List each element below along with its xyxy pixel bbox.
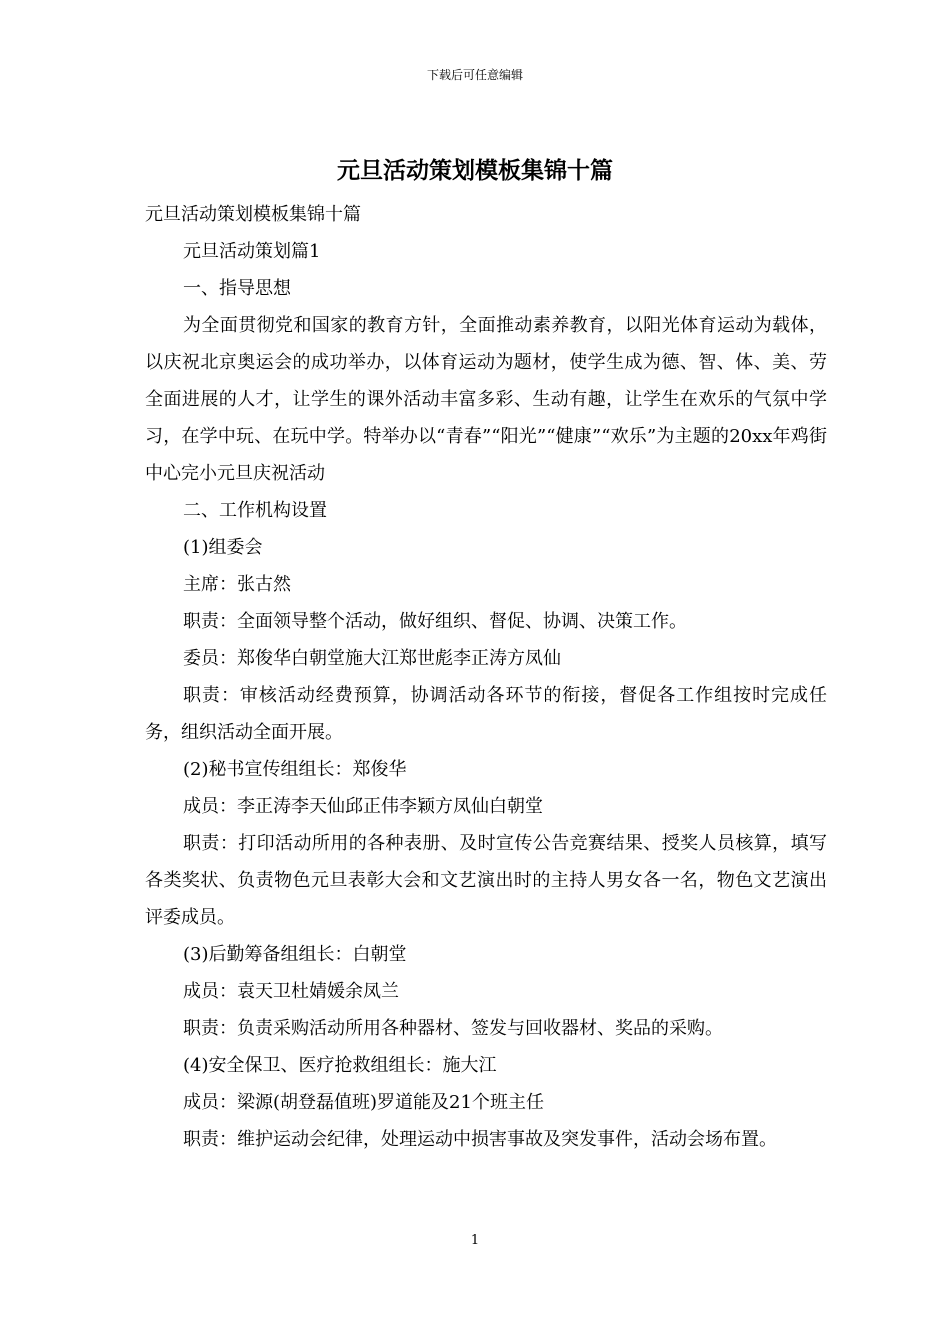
body-line: 成员：梁源(胡登磊值班)罗道能及21个班主任 <box>183 1092 544 1113</box>
document-title: 元旦活动策划模板集锦十篇 <box>337 157 613 184</box>
body-paragraph: 职责：打印活动所用的各种表册、及时宣传公告竞赛结果、授奖人员核算，填写各类奖状、负责物色元旦表彰大会和文艺演出时的主持人男女各一名，物色文艺演出评委成员。 <box>145 833 827 928</box>
body-line: (4)安全保卫、医疗抢救组组长：施大江 <box>183 1055 497 1076</box>
section-heading: 二、工作机构设置 <box>183 500 327 521</box>
body-line: (3)后勤筹备组组长：白朝堂 <box>183 944 407 965</box>
section-heading: 元旦活动策划篇1 <box>183 241 321 262</box>
page-header: 下载后可任意编辑 <box>426 68 523 82</box>
body-line: 职责：负责采购活动所用各种器材、签发与回收器材、奖品的采购。 <box>183 1018 723 1039</box>
body-line: 职责：全面领导整个活动，做好组织、督促、协调、决策工作。 <box>183 611 687 632</box>
document-body <box>145 196 827 1158</box>
subtitle-line: 元旦活动策划模板集锦十篇 <box>145 204 361 225</box>
body-paragraph: 职责：审核活动经费预算，协调活动各环节的衔接，督促各工作组按时完成任务，组织活动全面开展。 <box>145 685 827 743</box>
body-line: 委员：郑俊华白朝堂施大江郑世彪李正涛方凤仙 <box>183 648 561 669</box>
body-line: (1)组委会 <box>183 537 263 558</box>
body-line: 职责：维护运动会纪律，处理运动中损害事故及突发事件，活动会场布置。 <box>183 1129 777 1150</box>
body-line: 成员：李正涛李天仙邱正伟李颖方凤仙白朝堂 <box>183 796 543 817</box>
page-number: 1 <box>470 1233 480 1248</box>
body-line: (2)秘书宣传组组长：郑俊华 <box>183 759 407 780</box>
body-line: 主席：张古然 <box>183 574 291 595</box>
body-paragraph: 为全面贯彻党和国家的教育方针，全面推动素养教育，以阳光体育运动为载体，以庆祝北京奥运会的成功举办，以体育运动为题材，使学生成为德、智、体、美、劳全面进展的人才，让学生的课外活动丰富多彩、生动有趣，让学生在欢乐的气氛中学习，在学中玩、在玩中学。特举办以“青春”“阳光”“健康”“欢乐”为主题的20xx年鸡街中心完小元旦庆祝活动 <box>145 315 827 484</box>
body-line: 成员：袁天卫杜婧媛余凤兰 <box>183 981 399 1002</box>
section-heading: 一、指导思想 <box>183 278 291 299</box>
